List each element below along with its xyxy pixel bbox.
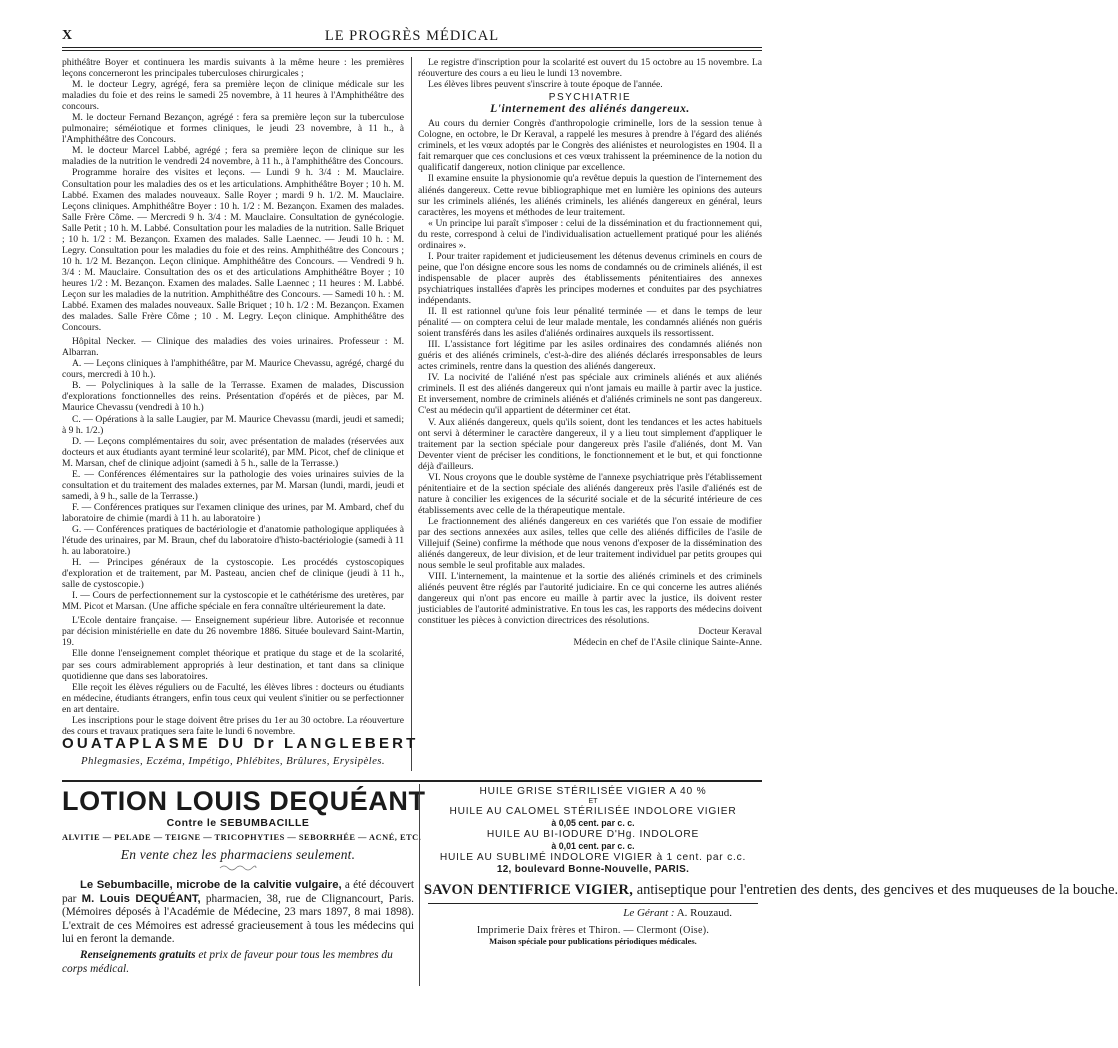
section-heading: PSYCHIATRIE xyxy=(548,92,632,104)
header-rule xyxy=(62,47,762,48)
ad-vigier-line3-dose: à 0,01 cent. par c. c. xyxy=(551,841,635,851)
gerant-rule xyxy=(428,903,758,904)
paragraph: M. le docteur Fernand Bezançon, agrégé : fera sa première leçon sur la tuberculose pulmonaire; séméiotique et formes cliniques, le jeudi 23 novembre, à 11 h., à l'Amphithéâtre des Concours. xyxy=(62,112,404,146)
paragraph: Il examine ensuite la physionomie qu'a revêtue depuis la question de l'internement des aliénés dangereux. Cette revue bibliographique met en lumière les opinions des auteurs sur les criminels aliénés, les aliénés criminels, les aliénés dangereux en général, leurs caractères, les moyens et méthodes de leur traitement. xyxy=(418,173,762,218)
ad-vigier-line1: HUILE GRISE STÉRILISÉE VIGIER A 40 % xyxy=(479,786,707,797)
ad-ouataplasme-subtitle: Phlegmasies, Eczéma, Impétigo, Phlébites, Brûlures, Erysipèles. xyxy=(81,755,385,767)
ad-lotion-contre: Contre le SEBUMBACILLE xyxy=(166,817,310,829)
gerant-label: Le Gérant : xyxy=(623,907,675,919)
ad-vigier-line2: HUILE AU CALOMEL STÉRILISÉE INDOLORE VIGIER xyxy=(449,806,737,817)
paragraph: Les élèves libres peuvent s'inscrire à toute époque de l'année. xyxy=(428,79,663,91)
ad-savon xyxy=(424,882,1118,899)
left-column xyxy=(62,57,404,737)
ad-vigier-line4: HUILE AU SUBLIMÉ INDOLORE VIGIER à 1 cent. par c.c. xyxy=(439,852,747,863)
paragraph: VIII. L'internement, la maintenue et la sortie des aliénés criminels et des criminels aliénés peuvent être réglés par l'autorité judiciaire. En ce qui concerne les autres aliénés dangereux qui n'ont pas encore eu maille à partir avec la justice, ils doivent rester justiciables de l'autorité administrative. En tous les cas, les rapports des médecins doivent constituer les pièces à conviction directrices des résolutions. xyxy=(418,571,762,627)
ad-ouataplasme xyxy=(62,735,419,775)
paragraph: A. — Leçons cliniques à l'amphithéâtre, par M. Maurice Chevassu, agrégé, chargé du cours, mercredi à 10 h.). xyxy=(62,358,404,381)
ad-lotion-footer xyxy=(62,949,414,976)
paragraph: I. — Cours de perfectionnement sur la cystoscopie et le cathétérisme des uretères, par MM. Picot et Marsan. (Une affiche spéciale en fera connaître ultérieurement la date. xyxy=(62,590,404,613)
ad-lotion-body-bold2: M. Louis DEQUÉANT, xyxy=(81,892,201,905)
paragraph: Programme horaire des visites et leçons. — Lundi 9 h. 3/4 : M. Mauclaire. Consultation pour les maladies des os et les articulations. Amphithéâtre Boyer ; 10 h. M. Labbé. Examen des malades nouveaux. Salle Royer ; mardi 9 h. 1/2. M. Mauclaire. Leçons cliniques. Amphithéâtre Boyer : 10 h. 1/2 : M. Bezançon. Examen des malades. Salle Frère Côme. — Mercredi 9 h. 3/4 : M. Mauclaire. Consultation de gynécologie. Salle Petit ; 10 h. M. Labbé. Consultation pour les maladies de la nutrition. Salle Briquet ; 10 h. 1/2 : M. Bezançon. Examen des malades. Salle Laennec. — Jeudi 10 h. : M. Legry. Consultation pour les maladies du foie et des reins. Amphithéâtre des Concours ; 10 h. 1/2 M. Bezançon. Leçon clinique. Amphithéâtre des Concours. — Vendredi 9 h. 3/4 : M. Mauclaire. Consultation des os et des articulations Amphithéâtre Boyer ; 10 heures 1/2 : M. Bezançon. Examen des malades. Salle Laennec ; 11 heures : M. Labbé. Leçon sur les maladies de la nutrition. Amphithéâtre des Concours. — Samedi 10 h. : M. Labbé. Examen des malades nouveaux. Salle Briquet ; 10 h. 1/2 : M. Bezançon. Examen des malades. Salle Frère Côme ; 10 . M. Legry. Leçon clinique. Amphithéâtre des Concours. xyxy=(62,167,404,334)
page-header xyxy=(62,26,762,48)
ad-lotion-body xyxy=(62,879,414,947)
journal-title: LE PROGRÈS MÉDICAL xyxy=(324,28,500,44)
paragraph: M. le docteur Marcel Labbé, agrégé ; fera sa première leçon de clinique sur les maladies de la nutrition le vendredi 24 novembre, à 11 h., à l'amphithéâtre des Concours. xyxy=(62,145,404,168)
paragraph: VI. Nous croyons que le double système de l'annexe psychiatrique près l'établissement pénitentiaire et de la section spéciale des aliénés dangereux près l'asile d'aliénés est de nature à concilier les exigences de la sécurité sociale et de la sécurité intérieure de ces établissements avec celle de la thérapeutique mentale. xyxy=(418,471,762,516)
ad-ouataplasme-title: OUATAPLASME DU Dr LANGLEBERT xyxy=(62,735,419,752)
ad-lotion-vente: En vente chez les pharmaciens seulement. xyxy=(120,847,356,862)
paragraph: F. — Conférences pratiques sur l'examen clinique des urines, par M. Ambard, chef du laboratoire de chimie (mardi à 11 h. au laboratoire ) xyxy=(62,501,404,524)
paragraph: Elle donne l'enseignement complet théorique et pratique du stage et de la scolarité, par ses cours admirablement appropriés à leur destination, et tant dans sa clinique quotidienne que dans ses laboratoires. xyxy=(62,648,404,682)
ad-vigier-line3: HUILE AU BI-IODURE D'Hg. INDOLORE xyxy=(486,829,700,840)
paragraph: Les inscriptions pour le stage doivent être prises du 1er au 30 octobre. La réouverture des cours et travaux pratiques sera faite le lundi 6 novembre. xyxy=(62,714,404,737)
signature-name: Docteur Keraval xyxy=(698,626,762,638)
article-title: L'internement des aliénés dangereux. xyxy=(490,103,690,116)
column-divider xyxy=(411,57,412,771)
imprimerie-subline: Maison spéciale pour publications périodiques médicales. xyxy=(489,936,697,946)
ad-lotion-body-bold1: Le Sebumbacille, microbe de la calvitie vulgaire, xyxy=(80,879,342,891)
ads-column-divider xyxy=(419,784,420,986)
paragraph: « Un principe lui paraît s'imposer : celui de la dissémination et du fractionnement qui, du reste, correspond à celui de l'individualisation actuellement pratiqué pour les aliénés ordinaires ». xyxy=(418,217,762,251)
paragraph: phithéâtre Boyer et continuera les mardis suivants à la même heure : les premières leçons concerneront les principales tuberculoses chirurgicales ; xyxy=(62,57,404,80)
page-number: X xyxy=(62,28,73,43)
paragraph: H. — Principes généraux de la cystoscopie. Les procédés cystoscopiques d'exploration et de traitement, par M. Pasteau, ancien chef de clinique (jeudi à 11 h., salle de cystoscopie.) xyxy=(62,557,404,591)
paragraph: G. — Conférences pratiques de bactériologie et d'anatomie pathologique appliquées à l'étude des urinaires, par M. Braun, chef du laboratoire d'histo-bactériologie (samedi à 11 h. au laboratoire.) xyxy=(62,523,404,558)
ad-lotion-body-text1: a été découvert par xyxy=(62,879,414,905)
paragraph: E. — Conférences élémentaires sur la pathologie des voies urinaires suivies de la consultation et du traitement des malades externes, par M. Marsan (lundi, mardi, jeudi et samedi, à 9 h., salle de la Terrasse.) xyxy=(62,468,404,502)
ad-lotion-footer-text: et prix de faveur pour tous les membres du corps médical. xyxy=(62,948,393,975)
signature-title: Médecin en chef de l'Asile clinique Sainte-Anne. xyxy=(573,637,762,649)
squiggle-icon xyxy=(218,863,258,873)
paragraph-necker: Hôpital Necker. — Clinique des maladies des voies urinaires. Professeur : M. Albarran. xyxy=(62,336,404,359)
paragraph: Elle reçoit les élèves réguliers ou de Faculté, les élèves libres : docteurs ou étudiants en médecine, étudiants étrangers, enfin tous ceux qui veulent s'initier ou se perfectionner en art dentaire. xyxy=(62,681,404,715)
ad-lotion-body-text2: pharmacien, 38, rue de Clignancourt, Paris. (Mémoires déposés à l'Académie de Médecine, 23 mars 1897, 8 mai 1898). L'extrait de ces Mémoires est adressé gracieusement à tous les médecins qui lui en feront la demande. xyxy=(62,892,414,946)
ad-vigier xyxy=(424,786,1118,986)
paragraph: I. Pour traiter rapidement et judicieusement les détenus devenus criminels en cours de peine, que l'on désigne encore sous les noms de condamnés ou de criminels aliénés, il est indispensable de placer auprès des établissements pénitentiaires des annexes psychiatriques installées d'après les principes modernes et conduites par des psychiatres indépendants. xyxy=(418,250,762,306)
right-column xyxy=(418,57,762,775)
paragraph: II. Il est rationnel qu'une fois leur pénalité terminée — et dans le temps de leur pénalité — on comptera celui de leur malade mentale, les condamnés aliénés non guéris soient transférés dans les asiles d'aliénés ordinaires auxquels ils ressortissent. xyxy=(418,306,762,340)
paragraph: V. Aux aliénés dangereux, quels qu'ils soient, dont les tendances et les actes habituels ont servi à déterminer le caractère dangereux, il y a lieu tout simplement d'appliquer le traitement par la section spéciale pour dangereux près l'asile d'aliénés, dont M. Van Deventer vient de préciser les conditions, le fonctionnement et le but, et qui fonctionne déjà d'ailleurs. xyxy=(418,416,762,472)
ad-vigier-address: 12, boulevard Bonne-Nouvelle, PARIS. xyxy=(496,864,690,875)
paragraph: B. — Polycliniques à la salle de la Terrasse. Examen de malades, Discussion d'explorations fonctionnelles des reins. Présentation d'opérés et de pièces, par M. Maurice Chevassu (vendredi à 10 h.) xyxy=(62,380,404,414)
gerant-line xyxy=(424,907,762,919)
ad-lotion-title: LOTION LOUIS DEQUÉANT xyxy=(62,786,426,816)
paragraph: Au cours du dernier Congrès d'anthropologie criminelle, lors de la session tenue à Cologne, en octobre, le Dr Keraval, a rappelé les mesures à prendre à l'égard des aliénés criminels, et les vœux adoptés par le Congrès des aliénistes et neurologistes en 1904. Il a fait remarquer que ces conclusions et ces vœux trahissent la préeminence de la notion du qualificatif dangereux, notion clinique par excellence. xyxy=(418,118,762,174)
paragraph: C. — Opérations à la salle Laugier, par M. Maurice Chevassu (mardi, jeudi et samedi; à 9 h. 1/2.) xyxy=(62,413,404,436)
ads-separator-rule xyxy=(62,780,762,782)
paragraph-ecole-dentaire: L'Ecole dentaire française. — Enseignement supérieur libre. Autorisée et reconnue par décision ministérielle en date du 26 novembre 1886. Située boulevard Saint-Martin, 19. xyxy=(62,615,404,649)
ornament-squiggle xyxy=(62,863,414,877)
ad-savon-brand: SAVON DENTIFRICE VIGIER, xyxy=(424,882,634,898)
paragraph: M. le docteur Legry, agrégé, fera sa première leçon de clinique médicale sur les maladies du foie et des reins le samedi 25 novembre, à 11 heures à l'Amphithéâtre des concours. xyxy=(62,79,404,113)
ad-lotion-footer-bold: Renseignements gratuits xyxy=(80,948,196,961)
paragraph: Le registre d'inscription pour la scolarité est ouvert du 15 octobre au 15 novembre. La réouverture des cours a eu lieu le lundi 13 novembre. xyxy=(418,57,762,80)
imprimerie-line: Imprimerie Daix frères et Thiron. — Clermont (Oise). xyxy=(476,925,710,936)
paragraph: IV. La nocivité de l'aliéné n'est pas spéciale aux criminels aliénés et aux aliénés criminels. Il est des aliénés dangereux qui n'ont jamais eu maille à partir avec la justice. Et inversement, nombre de criminels aliénés et d'aliénés criminels ne sont pas dangereux. C'est au médecin qu'il appartient de déterminer cet état. xyxy=(418,372,762,417)
ad-lotion xyxy=(62,786,426,986)
ad-vigier-line2-dose: à 0,05 cent. par c. c. xyxy=(551,818,635,828)
header-rule-double xyxy=(62,50,762,51)
paragraph: III. L'assistance fort légitime par les asiles ordinaires des condamnés aliénés non guéris et des aliénés criminels, c'est-à-dire des aliénés déclarés irresponsables de leurs actes criminels, rentre dans la question des aliénés dangereux. xyxy=(418,339,762,373)
gerant-name: A. Rouzaud. xyxy=(676,907,732,919)
paragraph: D. — Leçons complémentaires du soir, avec présentation de malades (réservées aux docteurs et aux étudiants ayant terminé leur scolarité), par MM. Picot, chef de clinique et M. Marsan, chef de clinique adjoint (samedi à 5 h., salle de la Terrasse.) xyxy=(62,435,404,469)
paragraph: Le fractionnement des aliénés dangereux en ces variétés que l'on essaie de modifier par des sections annexées aux asiles, telles que celle des aliénés difficiles de l'asile de Villejuif (Seine) confirme la méthode que nous venons d'exposer de la dissémination des aliénés dangereux, de leur division, et de leur traitement individuel par petits groupes qui nous semble le seul profitable aux malades. xyxy=(418,515,762,572)
ad-savon-text: antiseptique pour l'entretien des dents, des gencives et des muqueuses de la bouche. xyxy=(633,882,1118,898)
ad-vigier-et: ET xyxy=(588,798,598,805)
ad-lotion-diseases: ALVITIE — PELADE — TEIGNE — TRICOPHYTIES — SEBORRHÉE — ACNÉ, ETC. xyxy=(62,833,422,842)
